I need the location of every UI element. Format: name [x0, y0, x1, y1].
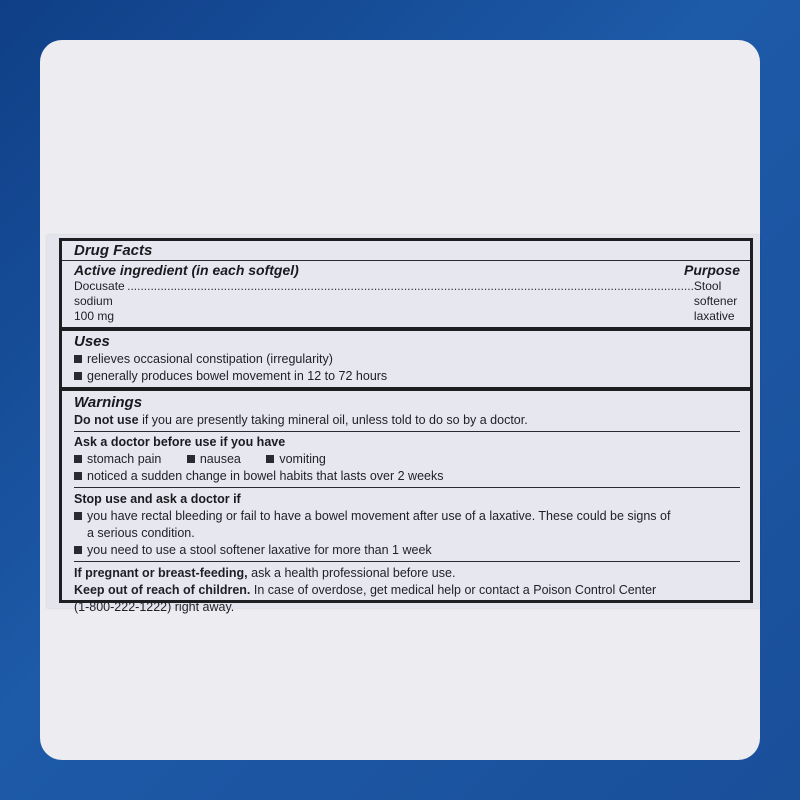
warnings-section — [62, 391, 750, 616]
children-warning-continued: (1-800-222-1222) right away. — [74, 600, 235, 614]
other-warnings-block — [74, 562, 740, 616]
square-bullet-icon — [74, 372, 82, 380]
ask-doctor-block — [74, 432, 740, 488]
uses-item: relieves occasional constipation (irregularity) — [74, 351, 740, 368]
drug-facts-label — [47, 235, 760, 614]
active-ingredient-heading-row — [74, 262, 740, 279]
uses-section — [62, 331, 750, 391]
ask-doctor-heading: Ask a doctor before use if you have — [74, 435, 286, 449]
active-ingredient-heading: Active ingredient (in each softgel) — [74, 262, 299, 278]
dot-leader: .......................................................................................................................................................................... — [127, 279, 694, 293]
uses-item: generally produces bowel movement in 12 to 72 hours — [74, 368, 740, 385]
ingredient-row — [74, 279, 740, 324]
purpose-heading: Purpose — [683, 262, 740, 278]
pregnant-warning: If pregnant or breast-feeding, ask a health professional before use. — [74, 566, 456, 580]
ingredient-purpose: Stool softener laxative — [693, 279, 738, 323]
square-bullet-icon — [74, 546, 82, 554]
uses-heading: Uses — [74, 333, 110, 350]
square-bullet-icon — [187, 455, 195, 463]
stop-use-heading: Stop use and ask a doctor if — [74, 492, 241, 506]
drug-facts-frame — [59, 238, 753, 614]
square-bullet-icon — [74, 455, 82, 463]
stop-use-item: you have rectal bleeding or fail to have a bowel movement after use of a laxative. These could be signs of — [74, 508, 740, 525]
stop-use-block — [74, 488, 740, 562]
warnings-heading: Warnings — [74, 394, 143, 411]
stop-use-item: you need to use a stool softener laxative for more than 1 week — [74, 542, 740, 559]
square-bullet-icon — [74, 512, 82, 520]
ingredient-name: Docusate sodium 100 mg — [74, 279, 125, 323]
stop-use-item-continued: a serious condition. — [87, 526, 195, 540]
drug-facts-title: Drug Facts — [62, 242, 750, 261]
square-bullet-icon — [74, 355, 82, 363]
do-not-use: Do not use if you are presently taking mineral oil, unless told to do so by a doctor. — [74, 412, 740, 432]
children-warning: Keep out of reach of children. In case of overdose, get medical help or contact a Poison Control Center — [74, 583, 657, 597]
ask-doctor-extra: noticed a sudden change in bowel habits that lasts over 2 weeks — [74, 468, 740, 485]
ask-doctor-items: stomach pain nausea vomiting — [74, 451, 740, 468]
square-bullet-icon — [266, 455, 274, 463]
active-ingredient-section — [62, 241, 750, 331]
square-bullet-icon — [74, 472, 82, 480]
